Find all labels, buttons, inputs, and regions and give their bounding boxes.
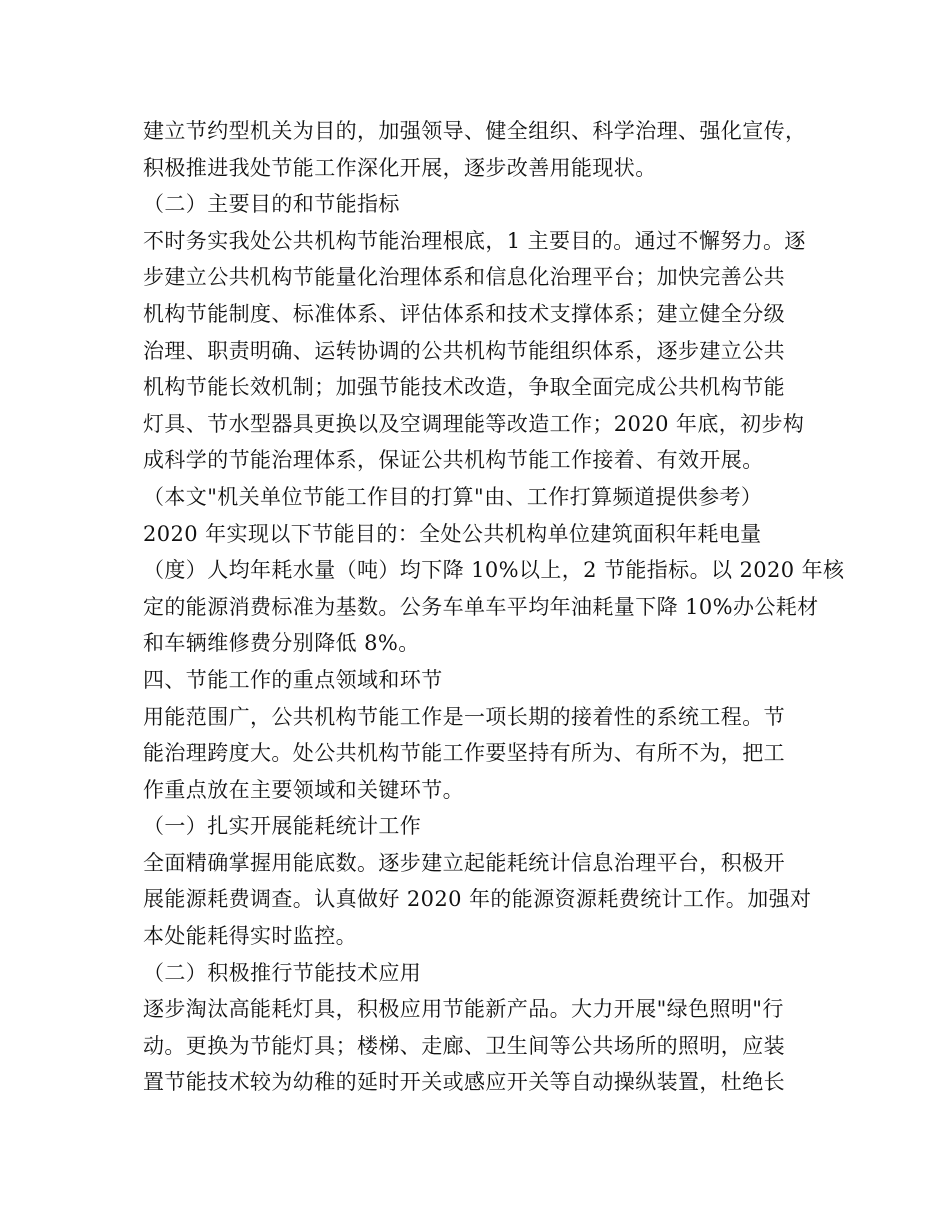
paragraph-line: 成科学的节能治理体系，保证公共机构节能工作接着、有效开展。 xyxy=(143,448,764,473)
paragraph-line: （度）人均年耗水量（吨）均下降 10%以上，2 节能指标。以 2020 年核 xyxy=(143,558,845,583)
paragraph-line: 灯具、节水型器具更换以及空调理能等改造工作；2020 年底，初步构 xyxy=(143,411,805,436)
paragraph-line: 展能源耗费调查。认真做好 2020 年的能源资源耗费统计工作。加强对 xyxy=(143,887,812,912)
paragraph-line: 逐步淘汰高能耗灯具，积极应用节能新产品。大力开展"绿色照明"行 xyxy=(143,997,784,1022)
paragraph-line: 本处能耗得实时监控。 xyxy=(143,924,357,949)
paragraph-line: 积极推进我处节能工作深化开展，逐步改善用能现状。 xyxy=(143,155,657,180)
paragraph-line: 定的能源消费标准为基数。公务车单车平均年油耗量下降 10%办公耗材 xyxy=(143,594,819,619)
paragraph-line: 机构节能长效机制；加强节能技术改造，争取全面完成公共机构节能 xyxy=(143,375,785,400)
source-note: （本文"机关单位节能工作目的打算"由、工作打算频道提供参考） xyxy=(143,484,763,509)
paragraph-line: 置节能技术较为幼稚的延时开关或感应开关等自动操纵装置，杜绝长 xyxy=(143,1070,785,1095)
paragraph-line: 和车辆维修费分别降低 8%。 xyxy=(143,631,420,656)
paragraph-line: 步建立公共机构节能量化治理体系和信息化治理平台；加快完善公共 xyxy=(143,265,785,290)
paragraph-line: 2020 年实现以下节能目的：全处公共机构单位建筑面积年耗电量 xyxy=(143,521,762,546)
section-heading: （二）积极推行节能技术应用 xyxy=(143,960,422,985)
paragraph-line: 用能范围广，公共机构节能工作是一项长期的接着性的系统工程。节 xyxy=(143,704,785,729)
section-heading: （一）扎实开展能耗统计工作 xyxy=(143,814,422,839)
paragraph-line: 建立节约型机关为目的，加强领导、健全组织、科学治理、强化宣传， xyxy=(143,119,807,143)
paragraph-line: 作重点放在主要领域和关键环节。 xyxy=(143,777,464,802)
paragraph-line: 动。更换为节能灯具；楼梯、走廊、卫生间等公共场所的照明，应装 xyxy=(143,1033,785,1058)
paragraph-line: 能治理跨度大。处公共机构节能工作要坚持有所为、有所不为，把工 xyxy=(143,741,785,766)
paragraph-line: 机构节能制度、标准体系、评估体系和技术支撑体系；建立健全分级 xyxy=(143,301,785,326)
paragraph-line: 全面精确掌握用能底数。逐步建立起能耗统计信息治理平台，积极开 xyxy=(143,850,785,875)
section-heading: （二）主要目的和节能指标 xyxy=(143,192,400,217)
section-heading: 四、节能工作的重点领域和环节 xyxy=(143,667,443,692)
document-body xyxy=(143,113,845,1101)
paragraph-line: 治理、职责明确、运转协调的公共机构节能组织体系，逐步建立公共 xyxy=(143,338,785,363)
paragraph-line: 不时务实我处公共机构节能治理根底，1 主要目的。通过不懈努力。逐 xyxy=(143,228,806,253)
